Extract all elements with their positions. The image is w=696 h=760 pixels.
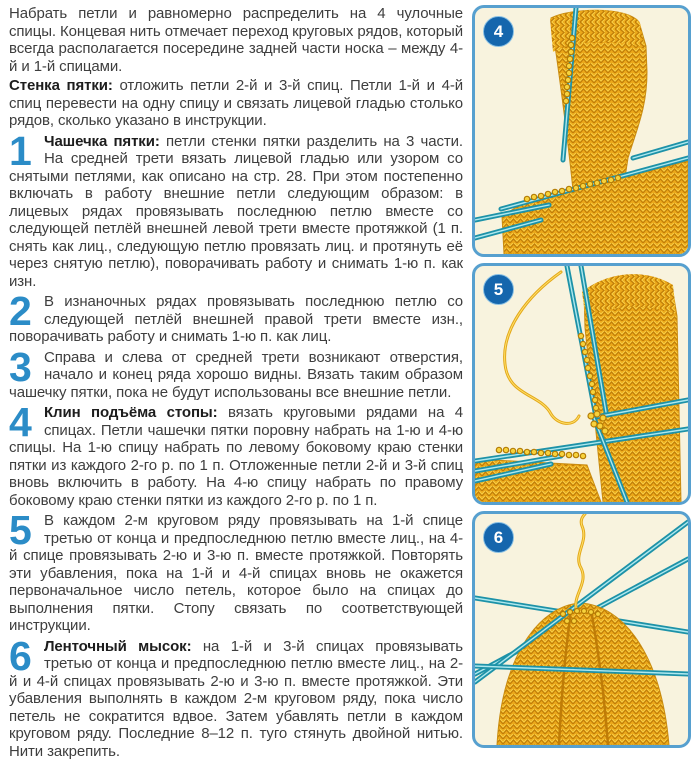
knitting-needle (633, 142, 688, 158)
step-lead: Чашечка пятки: (44, 133, 160, 150)
step-number: 1 (9, 134, 38, 168)
paragraph-lead: Стенка пятки: (9, 77, 113, 94)
step-4 (9, 404, 463, 509)
step-text: В каждом 2-м круговом ряду провязывать на 1-й спице третью от конца и предпоследнюю петлю вместе лиц., на 4-й спице провязывать 2-ю и 3-ю п. вместе протяжкой. Повторять эти убавления, пока на 1-й и 4-й спицах вновь не окажется первоначальное число петель, которое было на спицах до выполнения пятки. Стопу связать по соответствующей инструкции. (9, 512, 463, 634)
yarn-strand (505, 272, 579, 423)
photo-toe-decreases (472, 511, 691, 748)
step-number: 4 (9, 405, 38, 439)
step-lead: Клин подъёма стопы: (44, 404, 218, 421)
step-3 (9, 349, 463, 402)
intro-paragraph-1 (9, 5, 463, 75)
step-1 (9, 133, 463, 291)
step-number: 5 (9, 513, 38, 547)
intro-paragraph-2 (9, 77, 463, 130)
step-number: 3 (9, 350, 38, 384)
step-number: 6 (9, 639, 38, 673)
knitted-fabric (502, 10, 688, 254)
step-text: В изнаночных рядах провязывать последнюю петлю со следующей петлёй внешней правой трети вместе изн., поворачивать работу и снимать 1-ю п. как лиц. (9, 293, 463, 345)
photo-heel-cup (472, 263, 691, 505)
step-number: 2 (9, 294, 38, 328)
step-text: вязать круговыми рядами на 4 спицах. Петли чашечки пятки поровну набрать на 1-ю и 4-ю спицы. На 1-ю спицу набрать по левому боковому краю стенки пятки из каждого 2-го р. по 1 п. Отложенные петли 2-й и 3-й спиц вновь включить в работу. На 4-ю спицу набрать по правому боковому краю стенки пятки из каждого 2-го р. по 1 п. (9, 404, 463, 509)
figure-badge: 4 (483, 16, 514, 47)
instructions-column (9, 5, 463, 760)
step-lead: Ленточный мысок: (44, 638, 191, 655)
step-text: Справа и слева от средней трети возникают отверстия, начало и конец ряда хорошо видны. Вязать таким образом чашечку пятки, пока не будут использованы все внешние петли. (9, 349, 463, 401)
step-text: петли стенки пятки разделить на 3 части. На средней трети вязать лицевой гладью или узором со снятыми петлями, как описано на стр. 28. При этом постепенно включать в работу внешние петли следующим образом: в лицевых рядах провязывать последнюю петлю вместе со следующей петлёй внешней левой трети вместе протяжкой (1 п. снять как лиц., следующую петлю провязать лиц. и протянуть её через снятую петлю), поворачивать работу и снимать 1-ю п. как изн. (9, 133, 463, 290)
figure-badge: 5 (483, 274, 514, 305)
photo-heel-wall (472, 5, 691, 257)
step-2 (9, 293, 463, 346)
paragraph-text: Набрать петли и равномерно распределить на 4 чулочные спицы. Концевая нить отмечает переход круговых рядов, который всегда располагается посередине задней части носка – между 4-й и 1-й спицами. (9, 5, 463, 75)
step-5 (9, 512, 463, 635)
paragraph-text: отложить петли 2-й и 3-й спиц. Петли 1-й и 4-й спиц перевести на одну спицу и связать лицевой гладью столько рядов, сколько указано в инструкции. (9, 77, 463, 129)
step-text: на 1-й и 3-й спицах провязывать третью от конца и предпоследнюю петлю вместе лиц., на 2-й и 4-й спицах провязывать 2-ю и 3-ю п. вместе протяжкой. Эти убавления выполнять в каждом 2-м круговом ряду, пока число петель не сократится вдвое. Затем убавлять петли в каждом круговом ряду. Последние 8–12 п. туго стянуть двойной нитью. Нити закрепить. (9, 638, 463, 760)
step-6 (9, 638, 463, 760)
knitting-photo-illustration (475, 8, 688, 254)
figure-badge: 6 (483, 522, 514, 553)
